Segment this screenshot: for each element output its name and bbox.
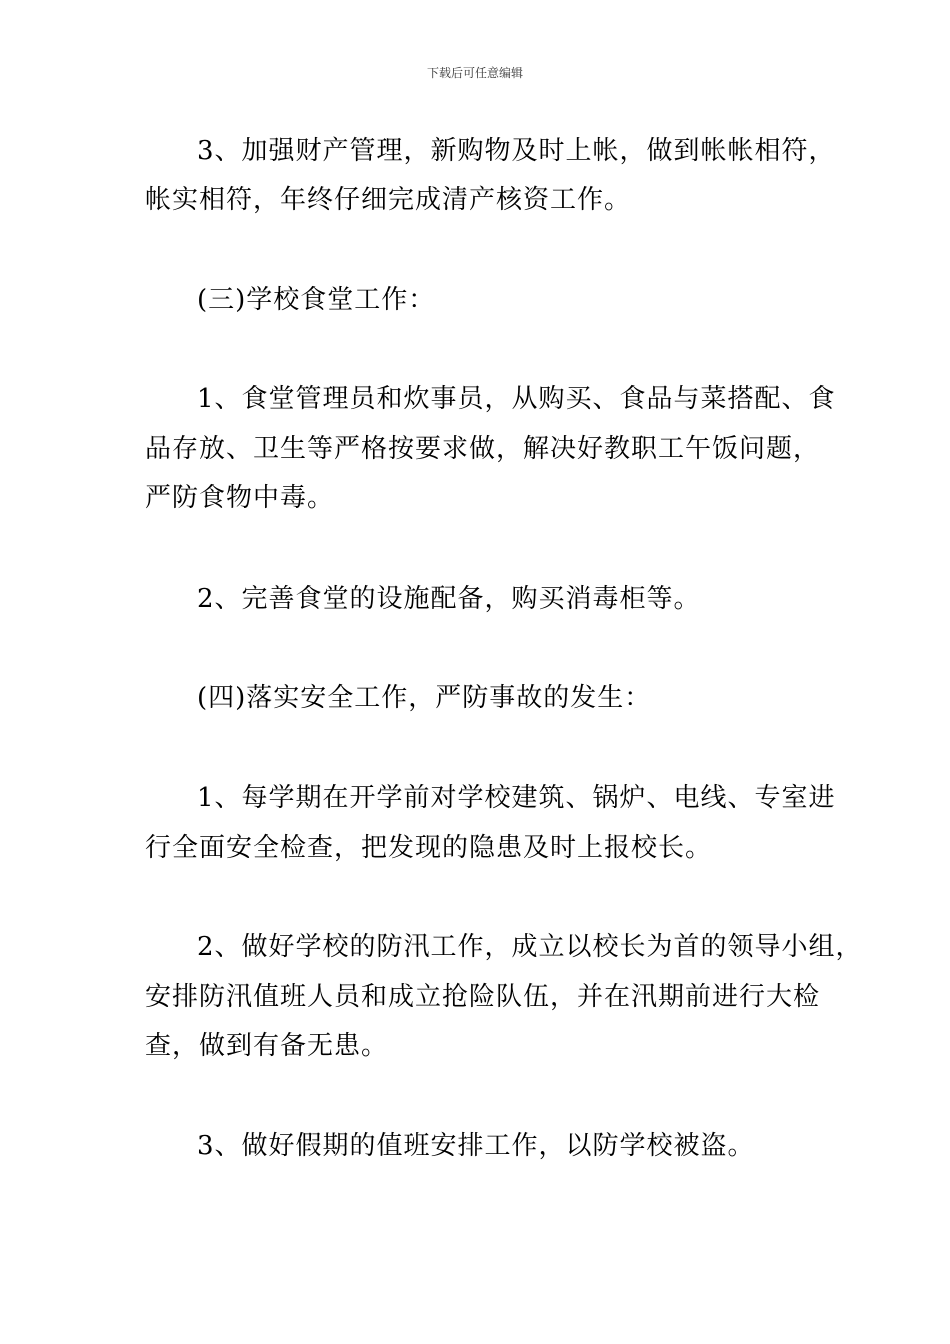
paragraph-line: 查，做到有备无患。 (145, 1031, 389, 1061)
paragraph-line: 2、完善食堂的设施配备，购买消毒柜等。 (197, 584, 701, 614)
page-header: 下载后可任意编辑 (426, 66, 523, 80)
paragraph-line: 严防食物中毒。 (145, 483, 335, 513)
paragraph-line: 2、做好学校的防汛工作，成立以校长为首的领导小组， (197, 932, 863, 962)
paragraph-line: 品存放、卫生等严格按要求做，解决好教职工午饭问题， (145, 434, 821, 464)
paragraph-line: 行全面安全检查，把发现的隐患及时上报校长。 (145, 833, 713, 863)
paragraph-line: 3、加强财产管理，新购物及时上帐，做到帐帐相符， (197, 136, 836, 166)
paragraph-line: 安排防汛值班人员和成立抢险队伍，并在汛期前进行大检 (145, 982, 821, 1012)
paragraph-line: 帐实相符，年终仔细完成清产核资工作。 (145, 185, 632, 215)
paragraph-line: 3、做好假期的值班安排工作，以防学校被盗。 (197, 1131, 755, 1161)
paragraph-line: 1、每学期在开学前对学校建筑、锅炉、电线、专室进 (197, 783, 836, 813)
paragraph-line: 1、食堂管理员和炊事员，从购买、食品与菜搭配、食 (197, 384, 836, 414)
paragraph-line: (四)落实安全工作，严防事故的发生： (197, 683, 652, 713)
paragraph-line: (三)学校食堂工作： (197, 285, 436, 315)
